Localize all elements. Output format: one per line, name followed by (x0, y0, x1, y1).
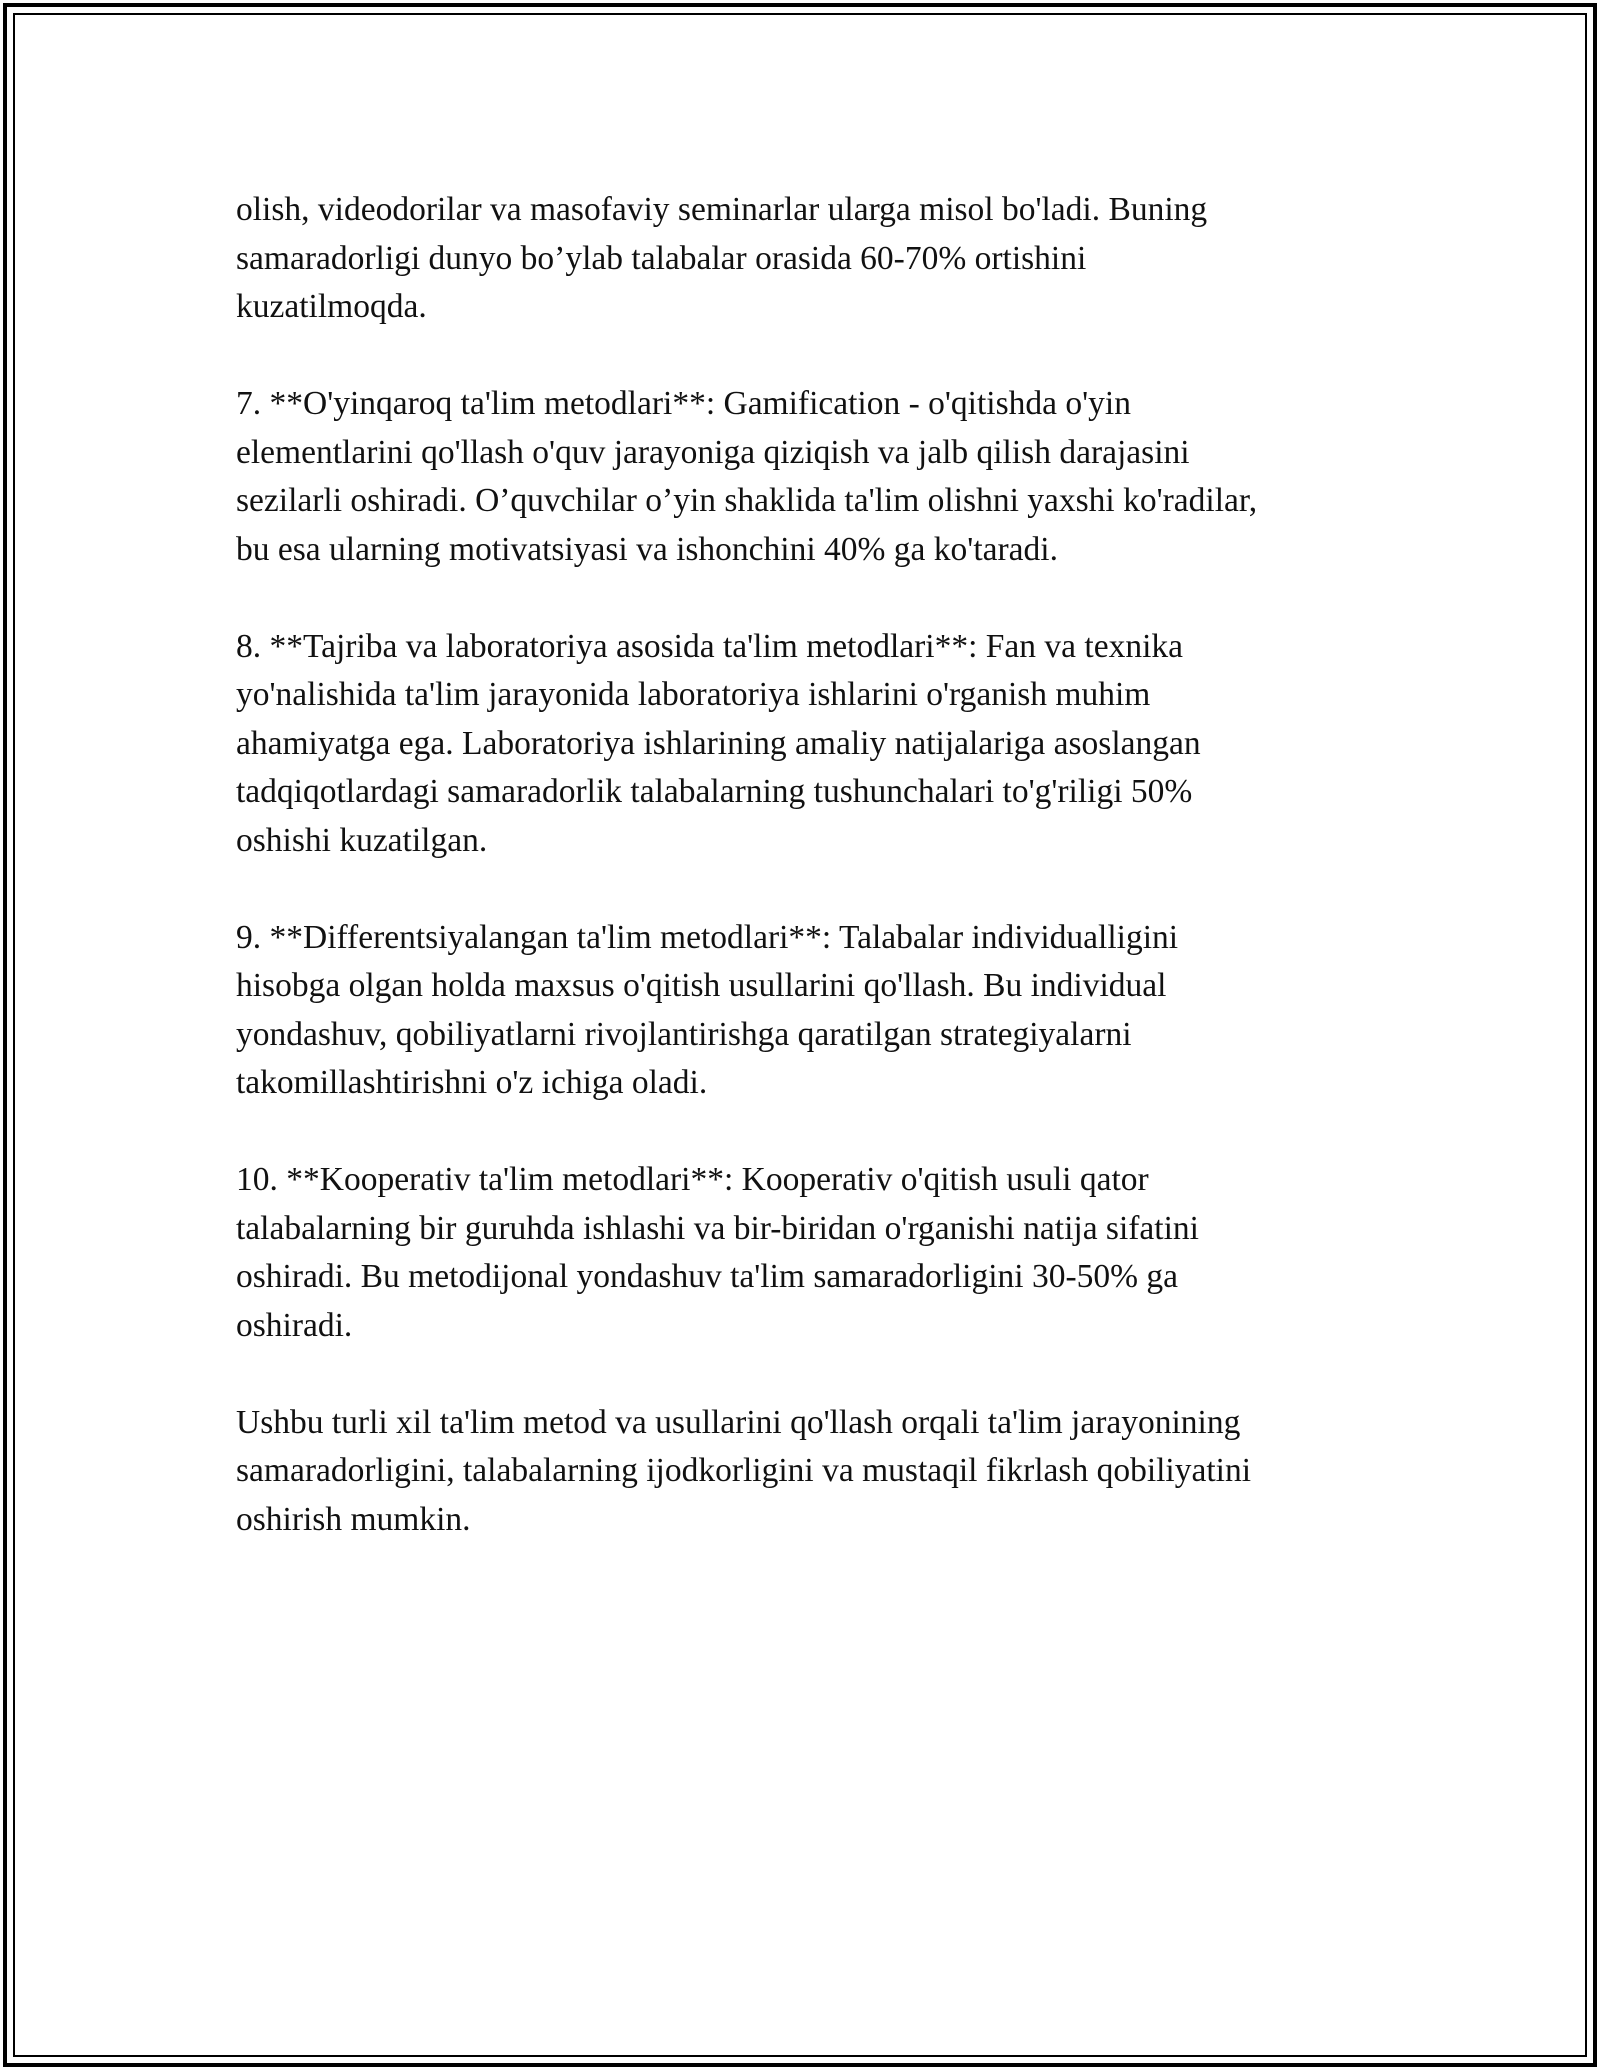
paragraph-continuation: olish, videodorilar va masofaviy seminarlar ularga misol bo'ladi. Buning samaradorligi dunyo bo’ylab talabalar orasida 60-70% ortishini kuzatilmoqda. (236, 191, 1208, 325)
paragraph-item-7: 7. **O'yinqaroq ta'lim metodlari**: Gamification - o'qitishda o'yin elementlarini qo'llash o'quv jarayoniga qiziqish va jalb qilish darajasini sezilarli oshiradi. O’quvchilar o’yin shaklida ta'lim olishni yaxshi ko'radilar, bu esa ularning motivatsiyasi va ishonchini 40% ga ko'taradi. (236, 385, 1258, 568)
paragraph-item-9: 9. **Differentsiyalangan ta'lim metodlari**: Talabalar individualligini hisobga olgan holda maxsus o'qitish usullarini qo'llash. Bu individual yondashuv, qobiliyatlarni rivojlantirishga qaratilgan strategiyalarni takomillashtirishni o'z ichiga oladi. (236, 918, 1179, 1101)
paragraph-item-10: 10. **Kooperativ ta'lim metodlari**: Kooperativ o'qitish usuli qator talabalarning bir guruhda ishlashi va bir-biridan o'rganishi natija sifatini oshiradi. Bu metodijonal yondashuv ta'lim samaradorligini 30-50% ga oshiradi. (236, 1161, 1199, 1344)
document-body (236, 186, 1376, 1593)
paragraph-item-8: 8. **Tajriba va laboratoriya asosida ta'lim metodlari**: Fan va texnika yo'nalishida ta'lim jarayonida laboratoriya ishlarini o'rganish muhim ahamiyatga ega. Laboratoriya ishlarining amaliy natijalariga asoslangan tadqiqotlardagi samaradorlik talabalarning tushunchalari to'g'riligi 50% oshishi kuzatilgan. (236, 627, 1201, 859)
paragraph-conclusion: Ushbu turli xil ta'lim metod va usullarini qo'llash orqali ta'lim jarayonining samaradorligini, talabalarning ijodkorligini va mustaqil fikrlash qobiliyatini oshirish mumkin. (236, 1403, 1252, 1538)
